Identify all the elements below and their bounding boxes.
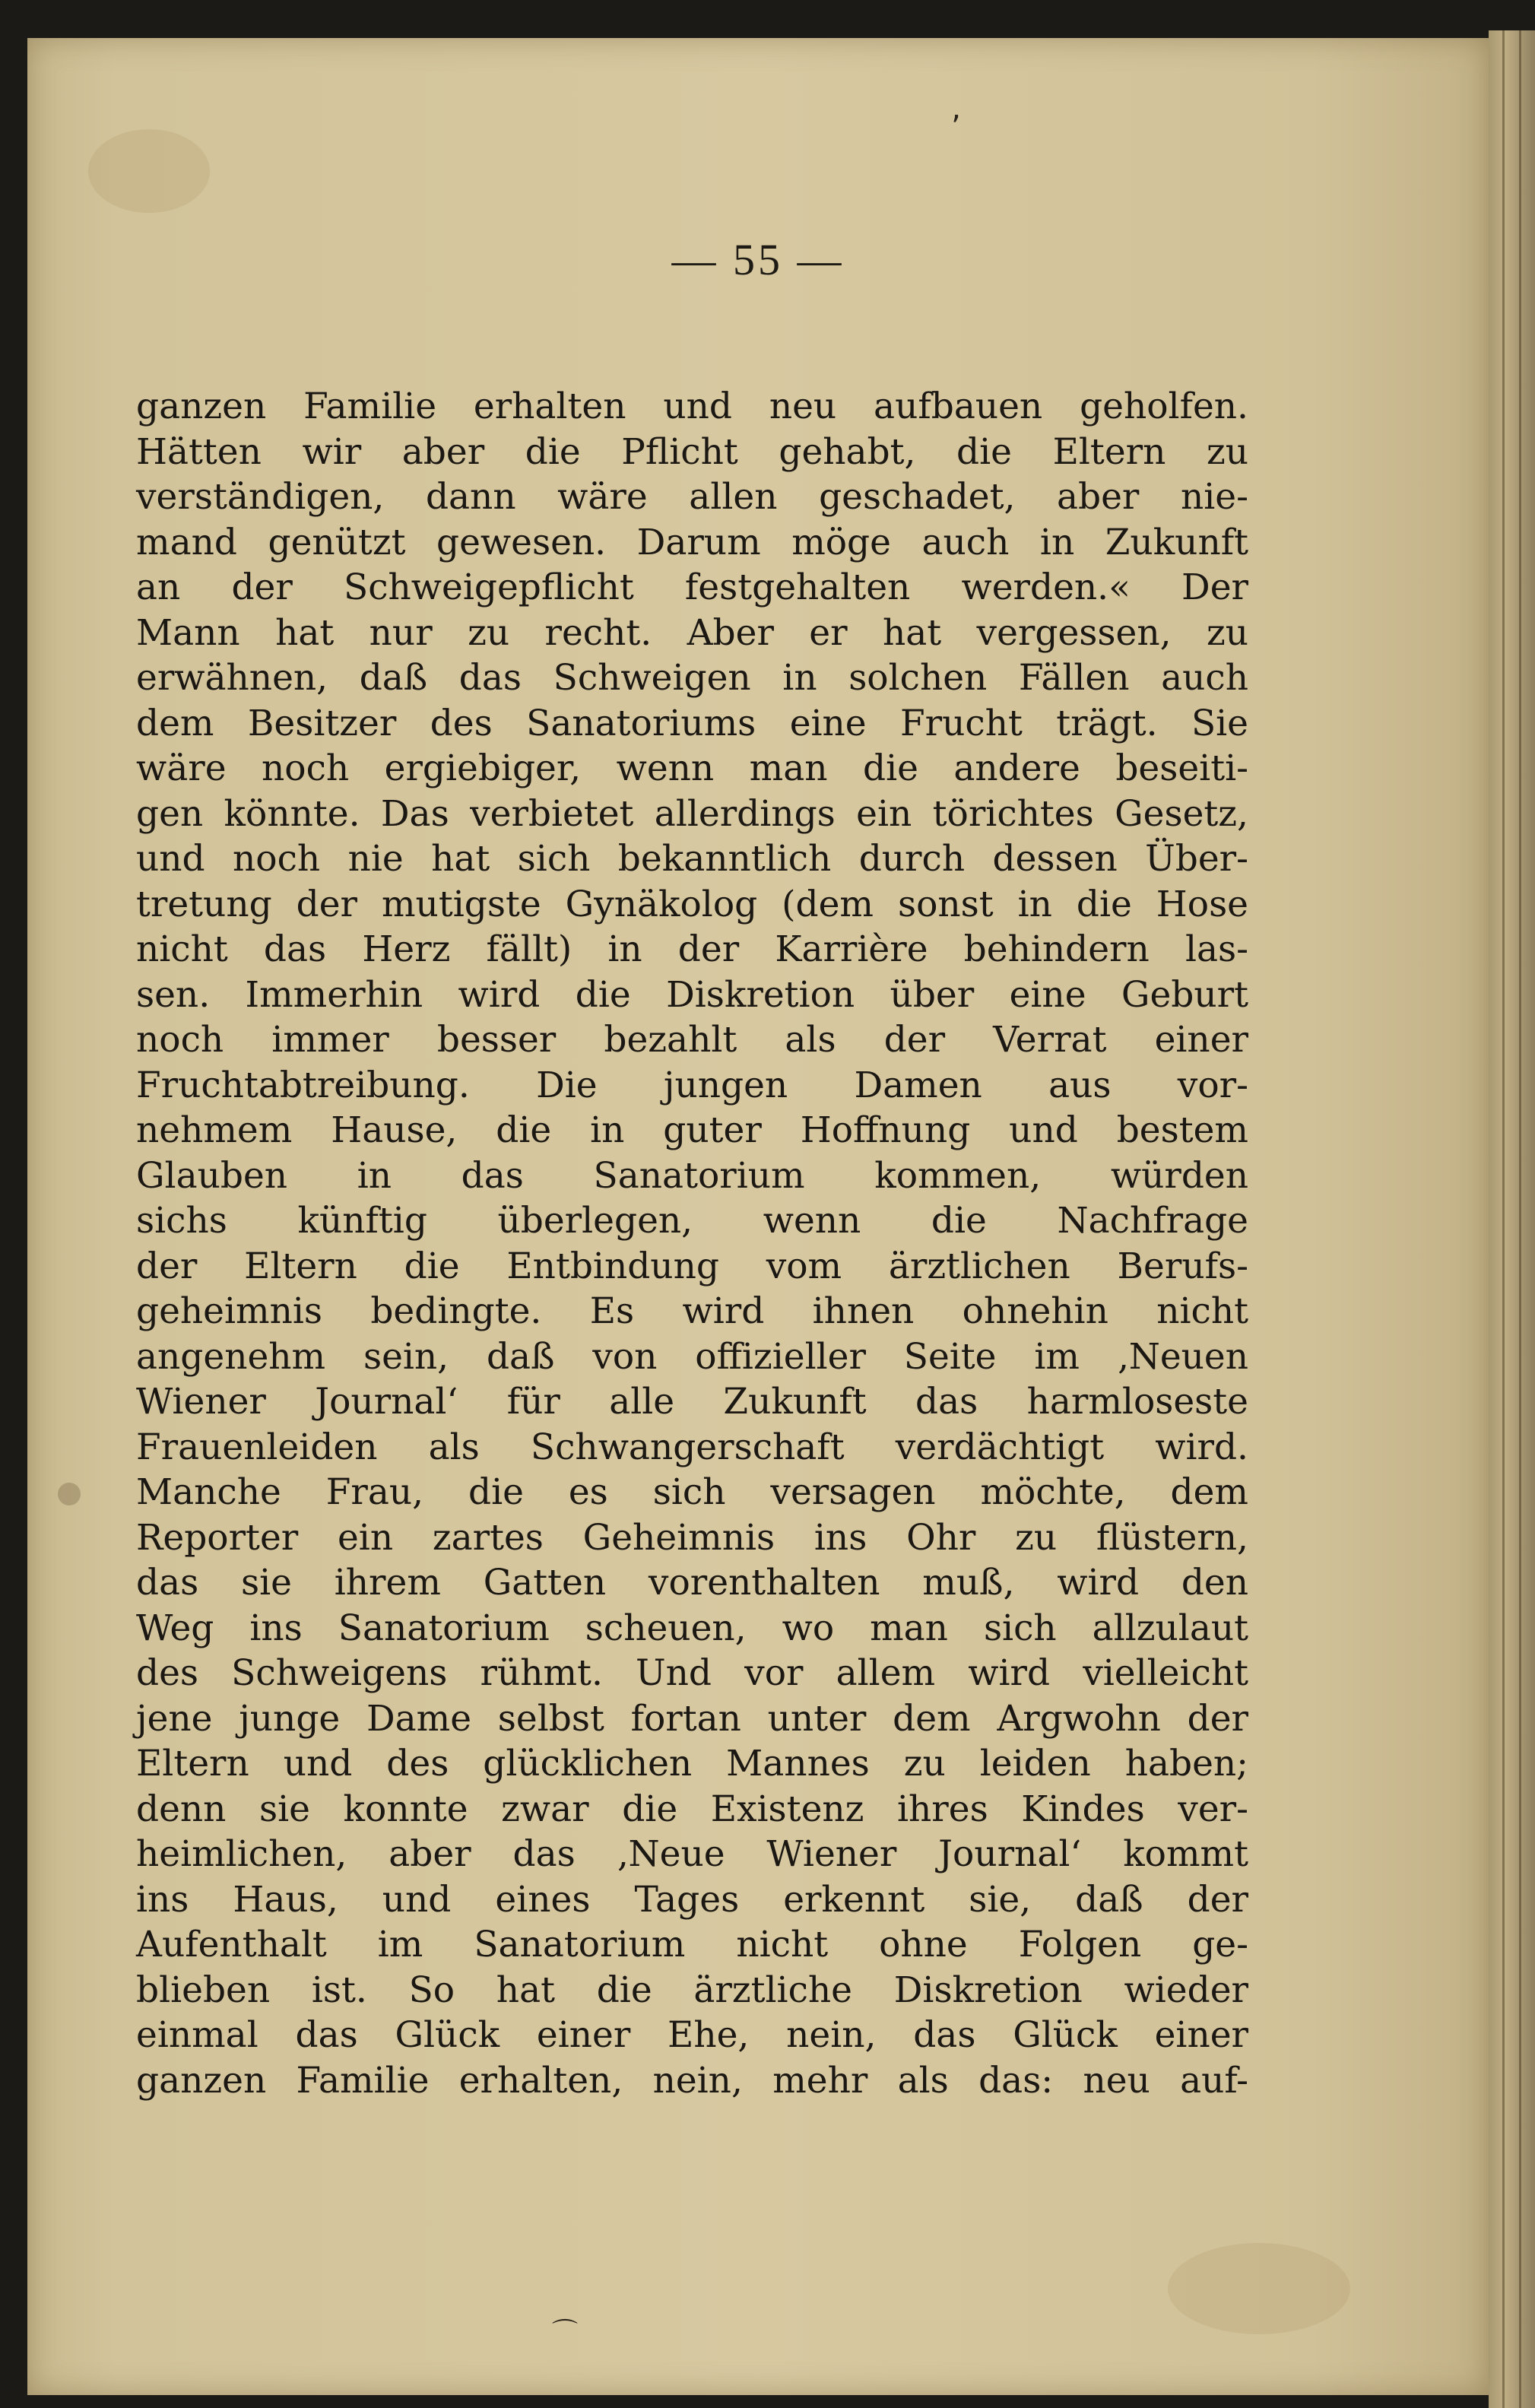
book-page: [27, 38, 1489, 2395]
paper-stain: [1168, 2243, 1350, 2334]
text-line: sichs künftig überlegen, wenn die Nachfrage: [136, 1200, 1248, 1242]
text-line: blieben ist. So hat die ärztliche Diskretion wieder: [136, 1969, 1248, 2011]
text-line: mand genützt gewesen. Darum möge auch in Zukunft: [136, 521, 1248, 563]
text-line: heimlichen, aber das ‚Neue Wiener Journal‘ kommt: [136, 1833, 1248, 1875]
ink-mark: ⌒: [552, 2318, 578, 2348]
text-line: sen. Immerhin wird die Diskretion über eine Geburt: [136, 973, 1248, 1016]
text-line: Mann hat nur zu recht. Aber er hat vergessen, zu: [136, 611, 1248, 654]
text-line: an der Schweigepflicht festgehalten werden.« Der: [136, 566, 1248, 608]
text-line: Fruchtabtreibung. Die jungen Damen aus vor-: [136, 1064, 1248, 1106]
text-line: noch immer besser bezahlt als der Verrat einer: [136, 1019, 1248, 1061]
text-line: Weg ins Sanatorium scheuen, wo man sich allzulaut: [136, 1607, 1248, 1649]
text-line: denn sie konnte zwar die Existenz ihres Kindes ver-: [136, 1788, 1248, 1830]
paper-stain: [88, 129, 210, 213]
text-line: Hätten wir aber die Pflicht gehabt, die Eltern zu: [136, 430, 1248, 473]
text-line: dem Besitzer des Sanatoriums eine Frucht trägt. Sie: [136, 702, 1248, 744]
text-line: ganzen Familie erhalten, nein, mehr als das: neu auf-: [136, 2059, 1248, 2102]
text-line: einmal das Glück einer Ehe, nein, das Glück einer: [136, 2014, 1248, 2056]
text-line: ins Haus, und eines Tages erkennt sie, daß der: [136, 1878, 1248, 1921]
text-line: wäre noch ergiebiger, wenn man die andere beseiti-: [136, 747, 1248, 789]
ink-mark: ‚: [951, 91, 961, 126]
text-line: jene junge Dame selbst fortan unter dem Argwohn der: [136, 1697, 1248, 1740]
text-line: das sie ihrem Gatten vorenthalten muß, wird den: [136, 1562, 1248, 1604]
body-text: [136, 384, 1248, 2103]
edge-line: [1502, 30, 1505, 2408]
text-line: Eltern und des glücklichen Mannes zu leiden haben;: [136, 1743, 1248, 1785]
text-line: Frauenleiden als Schwangerschaft verdächtigt wird.: [136, 1426, 1248, 1468]
text-line: ganzen Familie erhalten und neu aufbauen geholfen.: [136, 385, 1248, 427]
text-line: erwähnen, daß das Schweigen in solchen Fällen auch: [136, 657, 1248, 699]
text-line: angenehm sein, daß von offizieller Seite im ‚Neuen: [136, 1335, 1248, 1378]
text-line: des Schweigens rühmt. Und vor allem wird vielleicht: [136, 1652, 1248, 1694]
text-line: Aufenthalt im Sanatorium nicht ohne Folgen ge-: [136, 1924, 1248, 1965]
text-line: Glauben in das Sanatorium kommen, würden: [136, 1154, 1248, 1197]
text-line: gen könnte. Das verbietet allerdings ein törichtes Gesetz,: [136, 792, 1248, 835]
text-line: tretung der mutigste Gynäkolog (dem sonst in die Hose: [136, 883, 1248, 925]
page-edge: [1489, 30, 1535, 2408]
text-line: geheimnis bedingte. Es wird ihnen ohnehin nicht: [136, 1290, 1248, 1332]
paper-spot: [58, 1483, 81, 1505]
text-line: Wiener Journal‘ für alle Zukunft das harmloseste: [136, 1381, 1248, 1423]
text-line: nehmem Hause, die in guter Hoffnung und bestem: [136, 1109, 1248, 1151]
text-line: verständigen, dann wäre allen geschadet, aber nie-: [136, 476, 1248, 518]
text-line: und noch nie hat sich bekanntlich durch dessen Über-: [136, 838, 1248, 880]
text-line: der Eltern die Entbindung vom ärztlichen Berufs-: [136, 1245, 1248, 1287]
page-number: — 55 —: [671, 235, 845, 284]
text-line: nicht das Herz fällt) in der Karrière behindern las-: [136, 928, 1248, 970]
text-line: Manche Frau, die es sich versagen möchte, dem: [136, 1471, 1248, 1513]
text-line: Reporter ein zartes Geheimnis ins Ohr zu flüstern,: [136, 1516, 1248, 1559]
edge-line: [1519, 30, 1521, 2408]
